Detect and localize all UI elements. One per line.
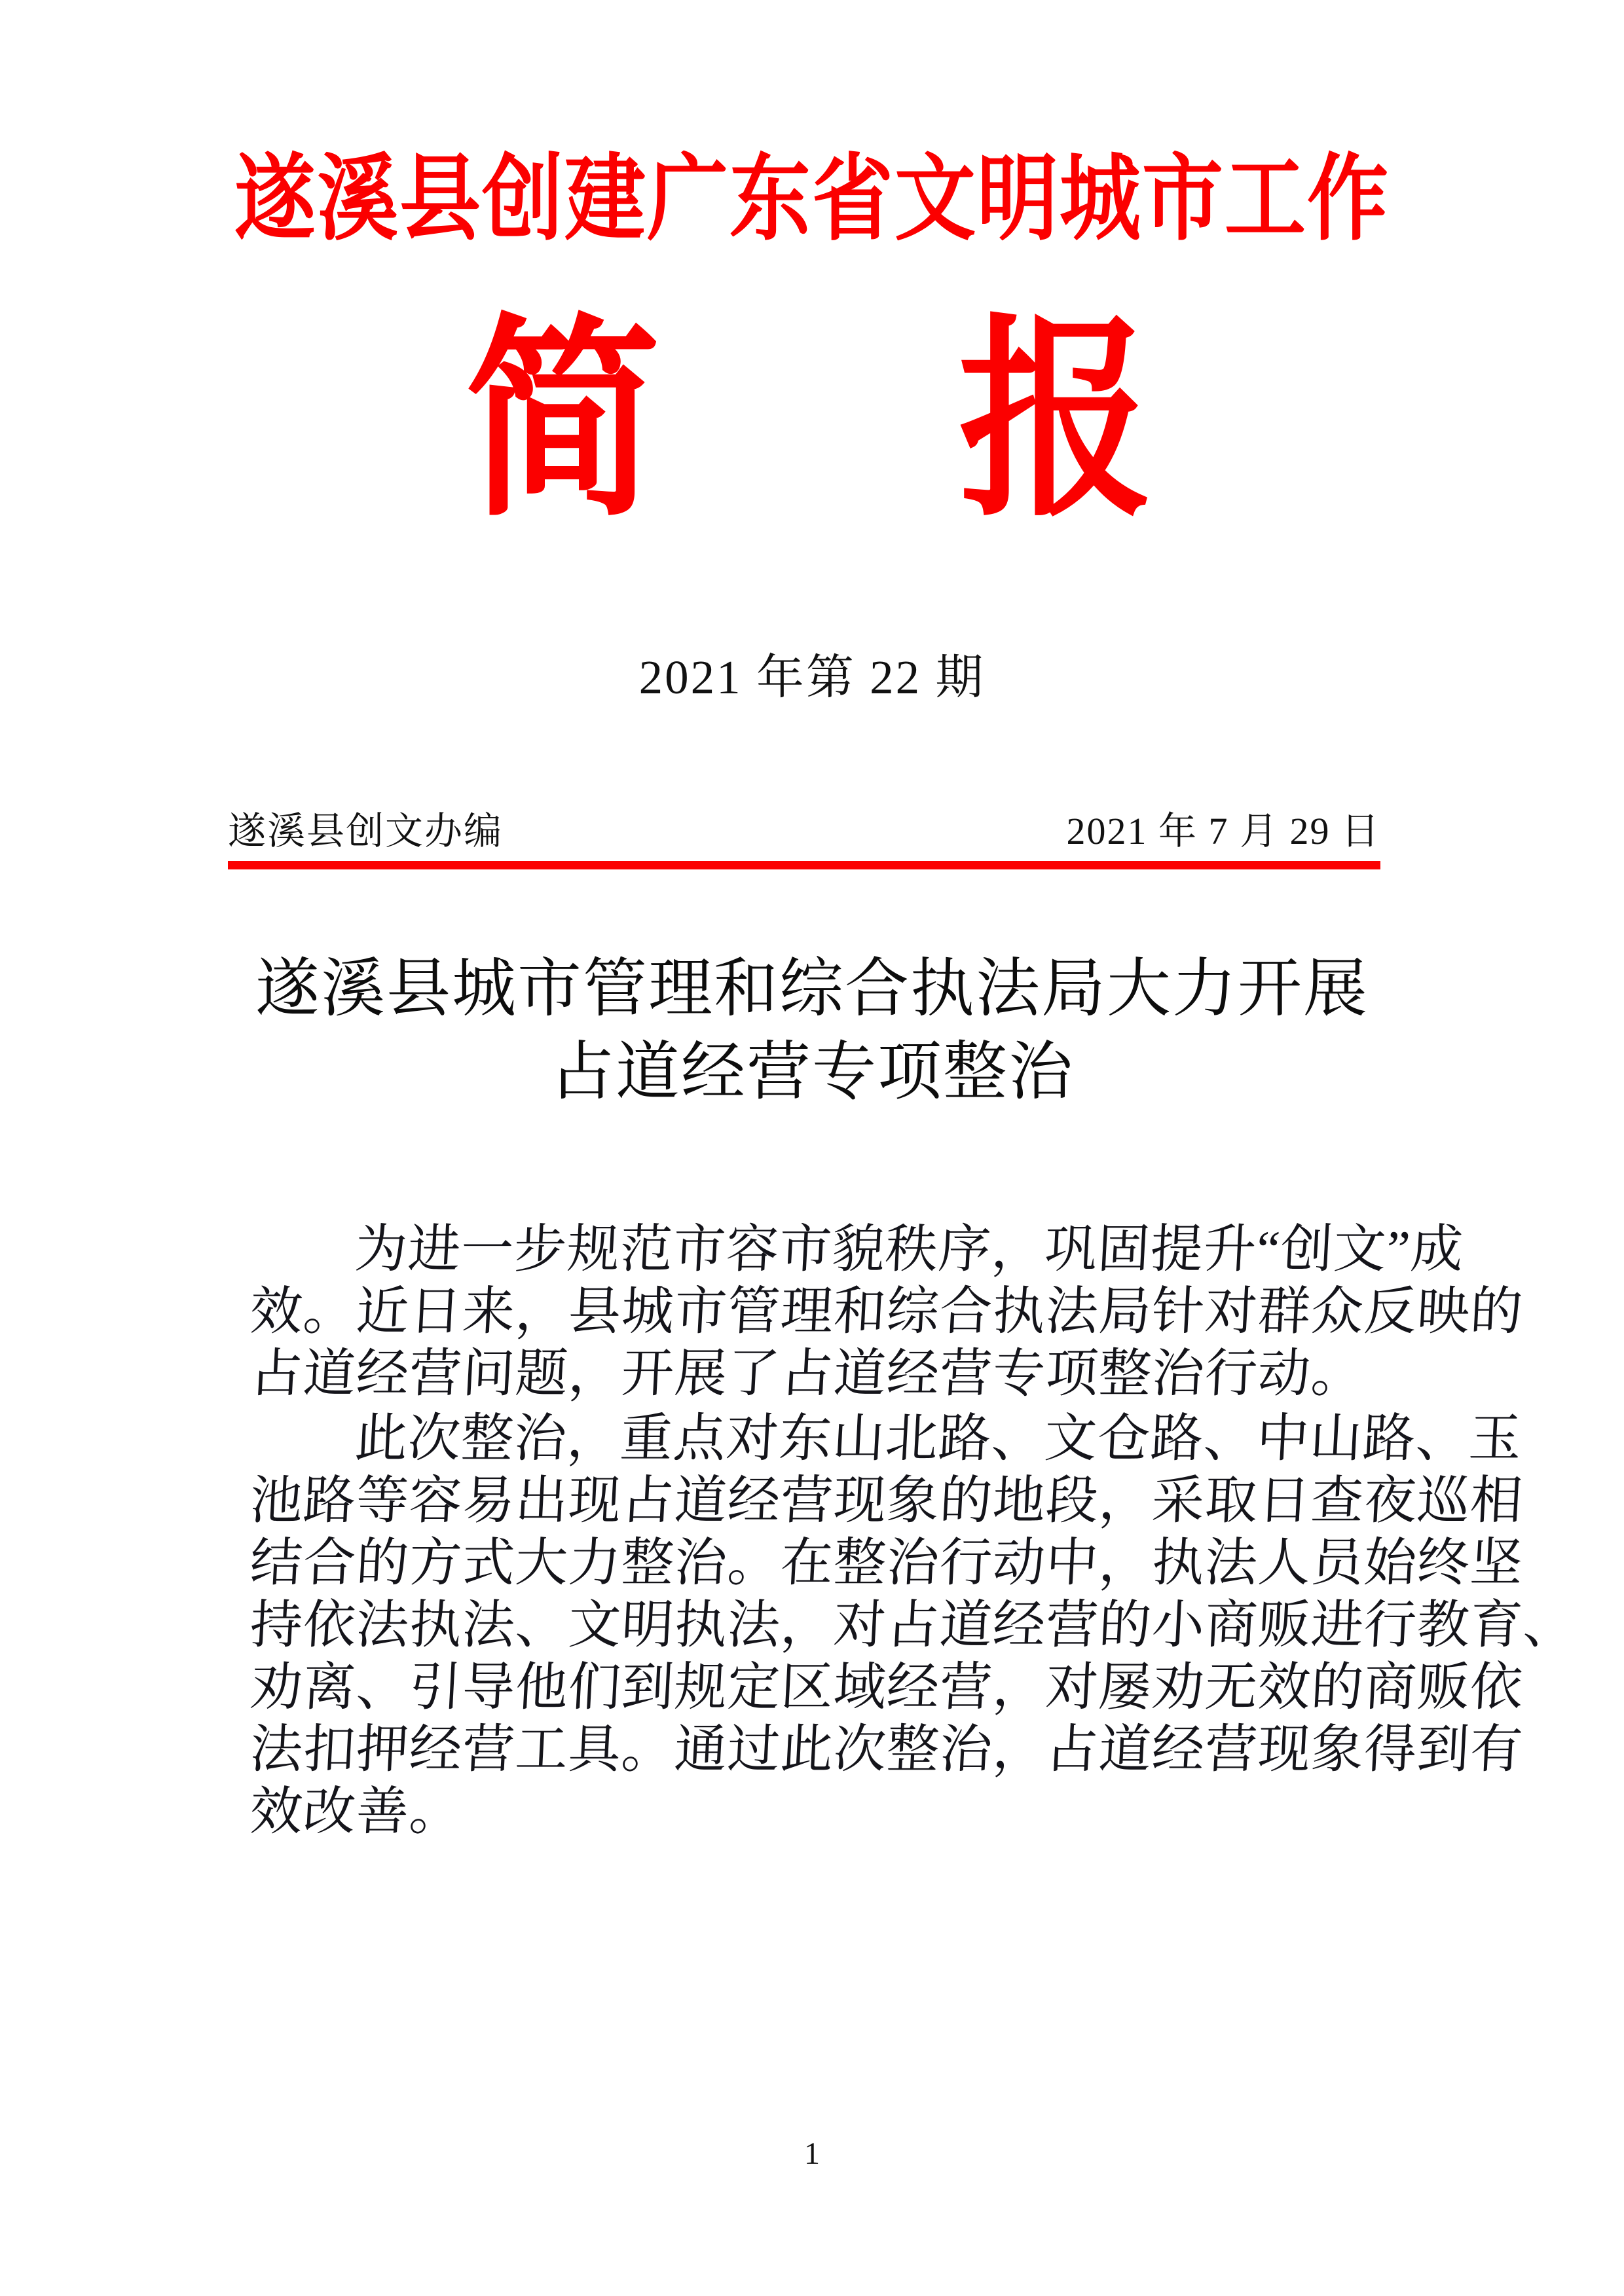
body-line: 结合的方式大力整治。在整治行动中，执法人员始终坚: [248, 1535, 1525, 1592]
issue-number-line: 2021 年第 22 期: [638, 651, 986, 704]
body-paragraph-1: [248, 1219, 1525, 1406]
body-line: 占道经营问题，开展了占道经营专项整治行动。: [248, 1345, 1366, 1403]
publication-date: 2021 年 7 月 29 日: [1066, 810, 1380, 852]
body-line: 持依法执法、文明执法，对占道经营的小商贩进行教育、: [248, 1597, 1578, 1654]
bulletin-big-title: 简 报: [465, 296, 1159, 546]
body-line: 劝离、引导他们到规定区域经营，对屡劝无效的商贩依: [248, 1659, 1525, 1717]
body-line: 池路等容易出现占道经营现象的地段，采取日查夜巡相: [248, 1472, 1525, 1530]
body-paragraph-2: [248, 1408, 1578, 1844]
article-body: [248, 1219, 1578, 1844]
editor-label: 遂溪县创文办编: [228, 810, 504, 852]
red-horizontal-rule: [228, 861, 1380, 869]
body-line: 效。近日来，县城市管理和综合执法局针对群众反映的: [248, 1283, 1525, 1341]
article-headline: [0, 948, 1624, 1115]
body-line: 此次整治，重点对东山北路、文仓路、中山路、玉: [353, 1410, 1524, 1468]
article-headline-line-2: 占道经营专项整治: [549, 1037, 1074, 1108]
article-headline-line-1: 遂溪县城市管理和综合执法局大力开展: [255, 954, 1369, 1025]
masthead-meta-row: [228, 800, 1380, 852]
body-line: 为进一步规范市容市貌秩序，巩固提升“创文”成: [353, 1221, 1466, 1279]
body-line: 效改善。: [248, 1783, 464, 1841]
masthead-title: 遂溪县创建广东省文明城市工作: [234, 144, 1390, 254]
page-number: 1: [804, 2136, 820, 2171]
body-line: 法扣押经营工具。通过此次整治，占道经营现象得到有: [248, 1721, 1525, 1779]
